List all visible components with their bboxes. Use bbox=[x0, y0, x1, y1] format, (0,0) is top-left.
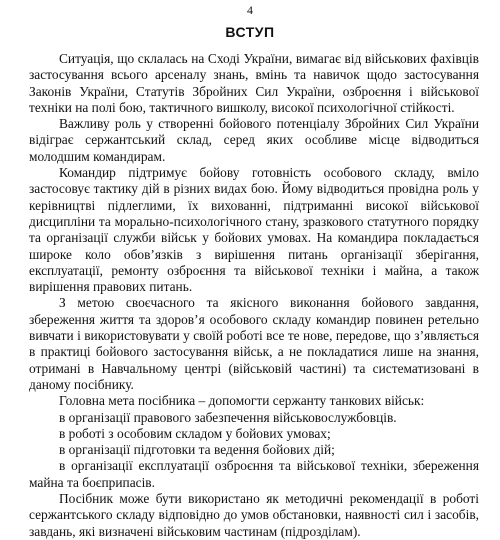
paragraph-main-goal: Головна мета посібника – допомогти сержанту танкових військ: bbox=[59, 393, 425, 409]
body-text bbox=[29, 51, 479, 540]
list-item-combat-preparation: в організації підготовки та ведення бойових дій; bbox=[59, 442, 335, 458]
list-item-personnel-work: в роботі з особовим складом у бойових умовах; bbox=[59, 425, 331, 441]
paragraph-purpose: З метою своєчасного та якісного виконання бойового завдання, збереження життя та здоров’я особового складу командир повинен ретельно вивчати і використовувати у своїй роботі все те нове, передове, що з’являється в практиці бойового застосування військ, а не покладатися лише на знання, отримані в Навчальному центрі (військовій частині) та систематизовані в даному посібнику. bbox=[29, 295, 479, 392]
page-number: 4 bbox=[247, 3, 253, 17]
paragraph-commander-duties: Командир підтримує бойову готовність особового складу, вміло застосовує тактику дій в різних видах бою. Йому відводиться провідна роль у керівництві підлеглими, їх вихованні, підтриманні високої військової дисципліни та морально-психологічного стану, зразкового статутного порядку та організації служби військ у бойових умовах. На командира покладається широке коло обов’язків з вирішення питань організації зберігання, експлуатації, ремонту озброєння та військової техніки і майна, а також вирішення правових питань. bbox=[29, 165, 479, 295]
section-heading: ВСТУП bbox=[225, 24, 275, 40]
list-item-equipment-operation: в організації експлуатації озброєння та військової техніки, збереження майна та боєприпасів. bbox=[29, 458, 479, 490]
list-item-legal-support: в організації правового забезпечення військовослужбовців. bbox=[59, 409, 397, 425]
paragraph-sergeant-role: Важливу роль у створенні бойового потенціалу Збройних Сил України відіграє сержантський склад, серед яких особливе місце відводиться молодшим командирам. bbox=[29, 116, 479, 164]
paragraph-usage: Посібник може бути використано як методичні рекомендації в роботі сержантського складу відповідно до умов обстановки, наявності сил і засобів, завдань, які визначені військовим частинам (підрозділам). bbox=[29, 491, 479, 539]
paragraph-situation: Ситуація, що склалась на Сході України, вимагає від військових фахівців застосування всього арсеналу знань, вмінь та навичок щодо застосування Законів України, Статутів Збройних Сил України, озброєння і військової техніки на полі бою, тактичного вишколу, високої психологічної стійкості. bbox=[29, 51, 479, 115]
